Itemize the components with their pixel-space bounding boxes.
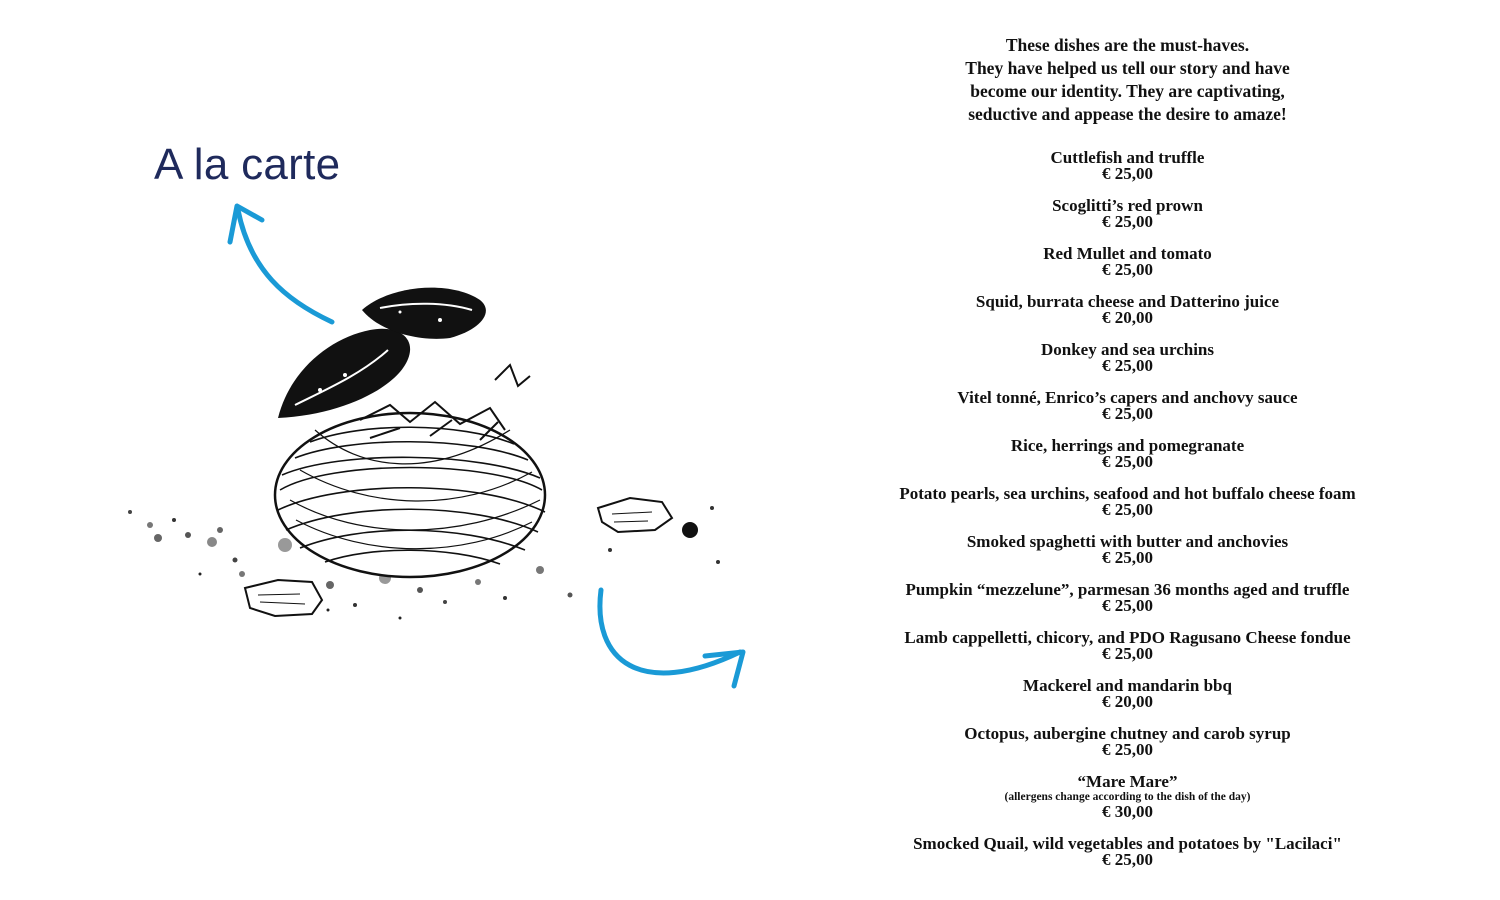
bread-crumb-right	[598, 498, 672, 532]
dish-name: Donkey and sea urchins	[1040, 340, 1215, 359]
dish-name: Vitel tonné, Enrico’s capers and anchovy sauce	[957, 388, 1298, 407]
dish-price: € 25,00	[1102, 548, 1153, 567]
menu-item	[880, 581, 1375, 614]
menu-item	[880, 197, 1375, 230]
dish-name: “Mare Mare”	[1077, 772, 1178, 791]
dish-price: € 25,00	[1102, 850, 1153, 869]
dish-name: Red Mullet and tomato	[1043, 244, 1212, 263]
menu-item	[880, 725, 1375, 758]
menu-item	[880, 437, 1375, 470]
page-title: A la carte	[154, 140, 341, 189]
dish-note: (allergens change according to the dish of the day)	[1004, 791, 1251, 803]
intro-line: seductive and appease the desire to amaze!	[968, 104, 1287, 124]
dish-price: € 25,00	[1102, 260, 1153, 279]
dish-price: € 25,00	[1102, 644, 1153, 663]
dish-price: € 25,00	[1102, 164, 1153, 183]
dish-price: € 25,00	[1102, 452, 1153, 471]
intro-line: They have helped us tell our story and have	[965, 58, 1290, 78]
dish-name: Lamb cappelletti, chicory, and PDO Ragusano Cheese fondue	[904, 628, 1351, 647]
intro-line: These dishes are the must-haves.	[1005, 35, 1250, 55]
menu-item	[880, 773, 1375, 820]
menu-item	[880, 485, 1375, 518]
menu-item	[880, 149, 1375, 182]
dish-price: € 25,00	[1102, 596, 1153, 615]
dish-name: Scoglitti’s red prown	[1052, 196, 1203, 215]
dish-price: € 25,00	[1102, 740, 1153, 759]
curved-arrow-right-icon	[600, 590, 743, 686]
dish-price: € 25,00	[1102, 404, 1153, 423]
menu-item	[880, 389, 1375, 422]
curved-arrow-up-icon	[230, 206, 332, 322]
dish-name: Smocked Quail, wild vegetables and potatoes by "Lacilaci"	[913, 834, 1342, 853]
dish-price: € 25,00	[1102, 500, 1153, 519]
menu-list	[880, 34, 1375, 883]
dish-price: € 25,00	[1102, 212, 1153, 231]
dish-price: € 25,00	[1102, 356, 1153, 375]
dish-name: Smoked spaghetti with butter and anchovies	[966, 532, 1289, 551]
menu-item	[880, 677, 1375, 710]
dish-name: Potato pearls, sea urchins, seafood and hot buffalo cheese foam	[899, 484, 1356, 503]
dish-price: € 30,00	[1102, 802, 1153, 821]
dish-name: Cuttlefish and truffle	[1050, 148, 1205, 167]
dish-name: Pumpkin “mezzelune”, parmesan 36 months aged and truffle	[905, 580, 1350, 599]
menu-item	[880, 341, 1375, 374]
menu-item	[880, 293, 1375, 326]
intro-line: become our identity. They are captivating,	[970, 81, 1285, 101]
spaghetti-illustration	[100, 190, 780, 710]
menu-item	[880, 835, 1375, 868]
menu-intro	[880, 34, 1375, 126]
menu-item	[880, 245, 1375, 278]
dish-price: € 20,00	[1102, 692, 1153, 711]
dish-price: € 20,00	[1102, 308, 1153, 327]
menu-item	[880, 533, 1375, 566]
dish-name: Mackerel and mandarin bbq	[1023, 676, 1232, 695]
bread-crumb-left	[245, 580, 322, 616]
dish-name: Rice, herrings and pomegranate	[1010, 436, 1245, 455]
dish-name: Squid, burrata cheese and Datterino juice	[975, 292, 1280, 311]
dish-name: Octopus, aubergine chutney and carob syrup	[964, 724, 1291, 743]
menu-item	[880, 629, 1375, 662]
